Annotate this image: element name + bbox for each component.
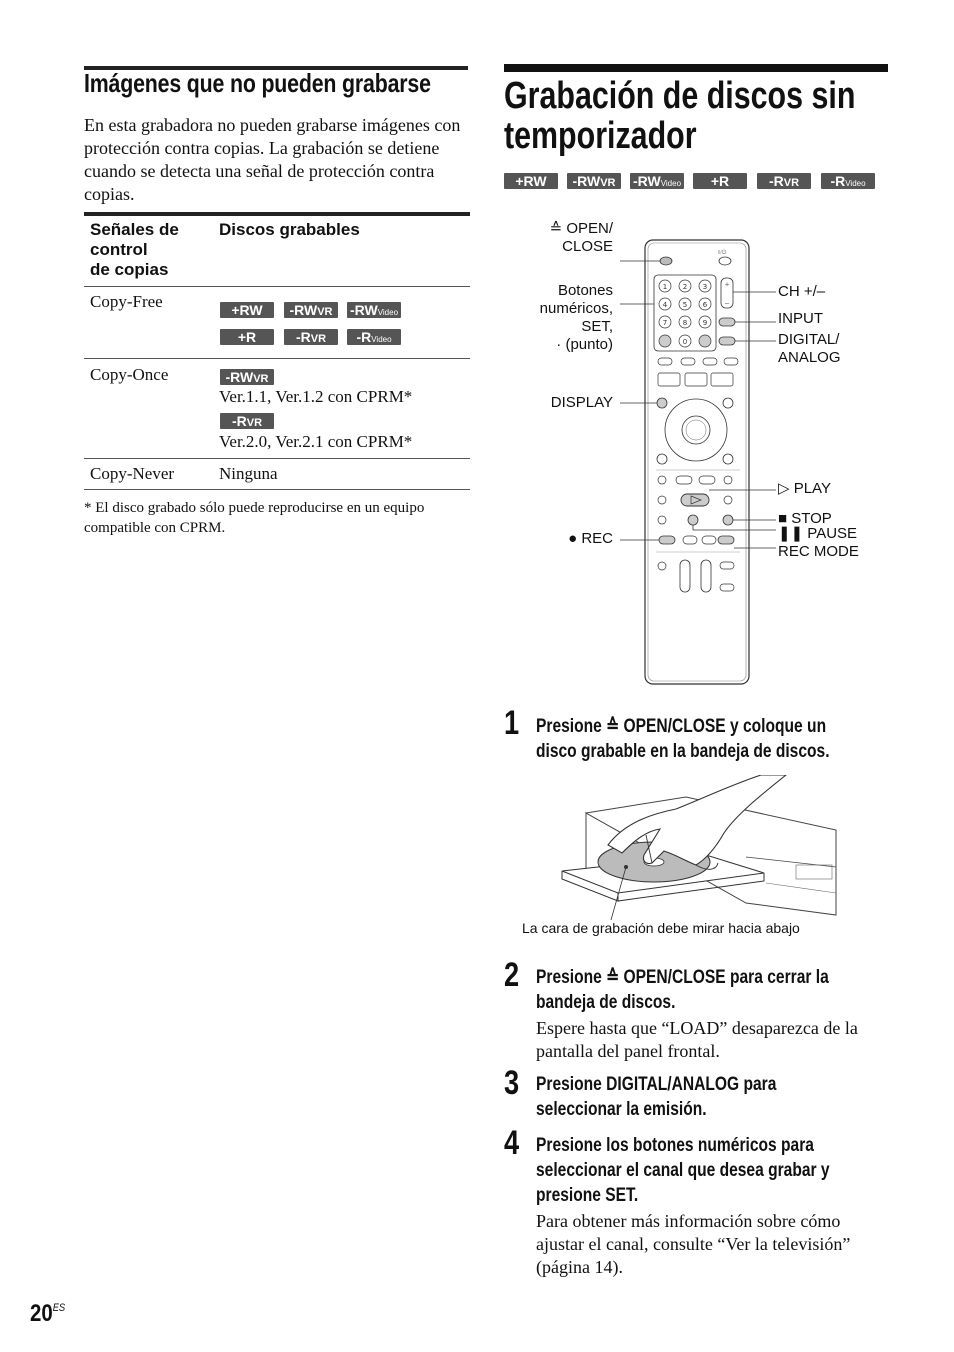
table-cell-version-1: Ver.1.1, Ver.1.2 con CPRM*	[219, 387, 413, 406]
table-cell-copy-once: Copy-Once	[90, 365, 169, 384]
table-cell-version-2: Ver.2.0, Ver.2.1 con CPRM*	[219, 432, 413, 451]
table-bottom-rule	[84, 489, 470, 490]
badge-plus-rw: +RW	[504, 173, 558, 189]
page-title: Grabación de discos sin temporizador	[504, 75, 856, 157]
badge-minus-r-vr: -RVR	[220, 413, 274, 429]
step-number-4: 4	[504, 1124, 520, 1162]
badge-minus-rw-vr: -RWVR	[220, 369, 274, 385]
badge-minus-r-vr: -RVR	[757, 173, 811, 189]
svg-text:6: 6	[702, 301, 708, 309]
svg-text:1: 1	[662, 283, 668, 291]
intro-paragraph: En esta grabadora no pueden grabarse imágenes con protección contra copias. La grabación se detiene cuando se detecta una señal de protección contra copias.	[84, 115, 461, 204]
table-top-rule	[84, 212, 470, 216]
badge-plus-r: +R	[693, 173, 747, 189]
svg-text:+: +	[724, 280, 730, 289]
section-rule	[504, 64, 888, 72]
table-header-discs: Discos grabables	[219, 220, 360, 239]
step-4-body: Para obtener más información sobre cómo ajustar el canal, consulte “Ver la televisión” (página 14).	[536, 1211, 851, 1277]
step-4-heading: Presione los botones numéricos para seleccionar el canal que desea grabar y presione SET.	[536, 1135, 830, 1206]
step-number-1: 1	[504, 704, 520, 742]
table-cell-copy-free: Copy-Free	[90, 292, 163, 311]
badge-minus-rw-video: -RWVideo	[347, 302, 401, 318]
disc-caption: La cara de grabación debe mirar hacia abajo	[522, 920, 800, 936]
svg-text:8: 8	[682, 319, 688, 327]
label-open-close: ≙ OPEN/ CLOSE	[549, 220, 613, 255]
badge-plus-r: +R	[220, 329, 274, 345]
badge-minus-r-video: -RVideo	[347, 329, 401, 345]
label-rec-mode: REC MODE	[778, 543, 859, 560]
section-title: Imágenes que no pueden grabarse	[84, 68, 431, 98]
badge-plus-rw: +RW	[220, 302, 274, 318]
step-2-heading: Presione ≙ OPEN/CLOSE para cerrar la bandeja de discos.	[536, 967, 829, 1013]
label-rec: ● REC	[568, 530, 613, 547]
label-numeric-buttons: Botones numéricos, SET, · (punto)	[539, 282, 613, 353]
disc-tray-illustration	[556, 775, 838, 920]
label-digital-analog: DIGITAL/ ANALOG	[778, 331, 841, 366]
table-header-signals: Señales de control de copias	[90, 220, 179, 279]
svg-text:5: 5	[682, 301, 688, 309]
svg-text:3: 3	[702, 283, 708, 291]
badge-minus-r-video: -RVideo	[821, 173, 875, 189]
table-divider	[84, 458, 470, 459]
svg-text:2: 2	[682, 283, 688, 291]
step-2-body: Espere hasta que “LOAD” desaparezca de la pantalla del panel frontal.	[536, 1018, 858, 1061]
footnote: * El disco grabado sólo puede reproducirse en un equipo compatible con CPRM.	[84, 500, 425, 536]
remote-control-illustration	[600, 230, 780, 690]
label-ch: CH +/–	[778, 283, 826, 300]
page-number: $20^{ES}$	[30, 1300, 66, 1327]
step-number-3: 3	[504, 1064, 520, 1102]
svg-text:7: 7	[662, 319, 668, 327]
svg-text:9: 9	[702, 319, 708, 327]
table-cell-ninguna: Ninguna	[219, 464, 278, 483]
step-3-heading: Presione DIGITAL/ANALOG para seleccionar la emisión.	[536, 1074, 777, 1120]
badge-minus-rw-vr: -RWVR	[567, 173, 621, 189]
badge-minus-rw-vr: -RWVR	[284, 302, 338, 318]
table-divider	[84, 358, 470, 359]
table-divider	[84, 286, 470, 287]
svg-text:4: 4	[662, 301, 668, 309]
badge-minus-r-vr: -RVR	[284, 329, 338, 345]
label-pause: ❚❚ PAUSE	[778, 525, 858, 542]
label-display: DISPLAY	[550, 394, 613, 411]
step-1-heading: Presione ≙ OPEN/CLOSE y coloque un disco grabable en la bandeja de discos.	[536, 716, 830, 762]
label-play: ▷ PLAY	[778, 480, 831, 497]
label-input: INPUT	[778, 310, 823, 327]
svg-text:0: 0	[682, 338, 688, 346]
svg-text:–: –	[725, 298, 729, 307]
step-number-2: 2	[504, 956, 520, 994]
label-stop: ■ STOP	[778, 510, 832, 527]
svg-text:I/⏻: I/⏻	[718, 250, 727, 256]
badge-minus-rw-video: -RWVideo	[630, 173, 684, 189]
table-cell-copy-never: Copy-Never	[90, 464, 175, 483]
